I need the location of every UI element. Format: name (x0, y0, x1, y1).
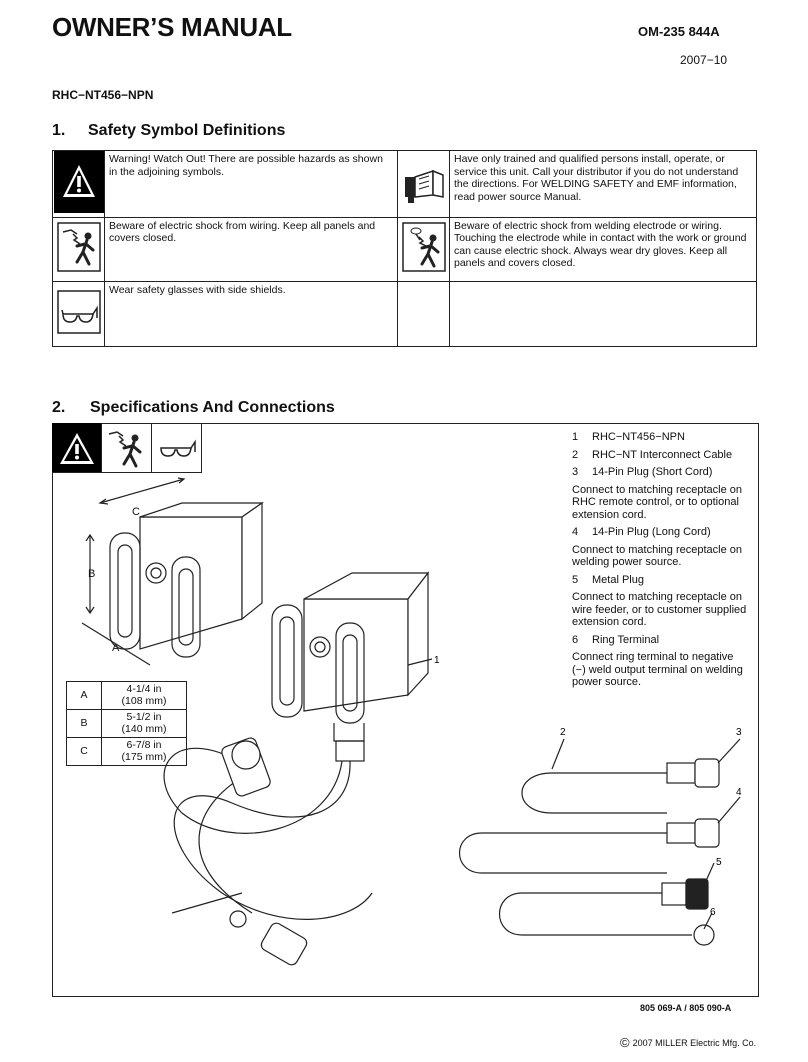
safety-icon-cell (53, 281, 105, 346)
callout-4: 4 (736, 787, 742, 798)
callout-1: 1 (434, 655, 440, 666)
dimension-drawing (82, 478, 262, 665)
callout-6: 6 (710, 907, 716, 918)
legend-item: 2 RHC−NT Interconnect Cable (572, 448, 733, 461)
dimension-label-a: A (112, 642, 120, 654)
table-row: A 4-1/4 in (108 mm) (67, 682, 187, 710)
section-number: 1. (52, 122, 66, 139)
hazard-icon-strip (52, 423, 202, 473)
safety-text-cell: Warning! Watch Out! There are possible hazards as shown in the adjoining symbols. (105, 151, 398, 218)
dimension-label-c: C (132, 506, 140, 518)
table-row: C 6-7/8 in (175 mm) (67, 738, 187, 766)
safety-text-cell: Beware of electric shock from wiring. Keep all panels and covers closed. (105, 217, 398, 281)
figure-reference: 805 069-A / 805 090-A (640, 1003, 732, 1013)
document-date: 2007−10 (680, 53, 728, 67)
legend-item: 6 Ring Terminal (572, 633, 660, 646)
callout-2: 2 (560, 727, 566, 738)
legend-note: Connect ring terminal to negative (−) weld output terminal on welding power source. (572, 651, 743, 688)
section-title: Specifications And Connections (90, 399, 335, 416)
safety-glasses-icon (57, 325, 101, 337)
electric-shock-wiring-icon (57, 263, 101, 275)
safety-icon-cell (53, 151, 105, 218)
callout-3: 3 (736, 727, 742, 738)
legend-item: 4 14-Pin Plug (Long Cord) (572, 526, 711, 538)
legend-note: Connect to matching receptacle on welding power source. (572, 543, 742, 568)
legend-note: Connect to matching receptacle on wire feeder, or to customer supplied extension cord. (572, 591, 747, 628)
safety-glasses-icon (152, 423, 202, 473)
document-number: OM-235 844A (638, 24, 720, 39)
safety-empty-cell (398, 281, 450, 346)
warning-triangle-icon (54, 204, 104, 216)
section-number: 2. (52, 399, 66, 416)
read-manual-icon (399, 198, 449, 210)
legend-note: Connect to matching receptacle on RHC remote control, or to optional extension cord. (572, 483, 742, 521)
copyright: © 2007 MILLER Electric Mfg. Co. (620, 1035, 757, 1050)
safety-empty-cell (450, 281, 757, 346)
safety-text-cell: Wear safety glasses with side shields. (105, 281, 398, 346)
section-2-heading (52, 399, 335, 417)
manual-title: OWNER’S MANUAL (52, 12, 292, 42)
dimensions-table (66, 681, 187, 766)
electric-shock-wiring-icon (102, 423, 152, 473)
section-title: Safety Symbol Definitions (88, 122, 286, 139)
legend-item: 5 Metal Plug (572, 573, 644, 586)
electric-shock-electrode-icon (402, 263, 446, 275)
legend-item: 3 14-Pin Plug (Short Cord) (572, 466, 713, 478)
model-number: RHC−NT456−NPN (52, 88, 154, 102)
main-unit-drawing (272, 573, 428, 761)
dimension-label-b: B (88, 568, 96, 580)
section-1-heading (52, 122, 285, 140)
safety-text-cell: Beware of electric shock from welding electrode or wiring. Touching the electrode while in contact with the work or ground can cause electric shock. Always wear dry gloves. Keep all panels and covers closed. (450, 217, 757, 281)
safety-icon-cell (53, 217, 105, 281)
cable-long (174, 761, 372, 919)
legend-item: 1 RHC−NT456−NPN (572, 431, 685, 443)
safety-icon-cell (398, 151, 450, 218)
callout-5: 5 (716, 857, 722, 868)
safety-icon-cell (398, 217, 450, 281)
table-row: B 5-1/2 in (140 mm) (67, 710, 187, 738)
warning-triangle-icon (52, 423, 102, 473)
safety-text-cell: Have only trained and qualified persons install, operate, or service this unit. Call your distributor if you do not understand the directions. For WELDING SAFETY and EMF information, read power source Manual. (450, 151, 757, 218)
safety-symbol-table (52, 150, 757, 347)
copyright-symbol: © (620, 1035, 630, 1050)
